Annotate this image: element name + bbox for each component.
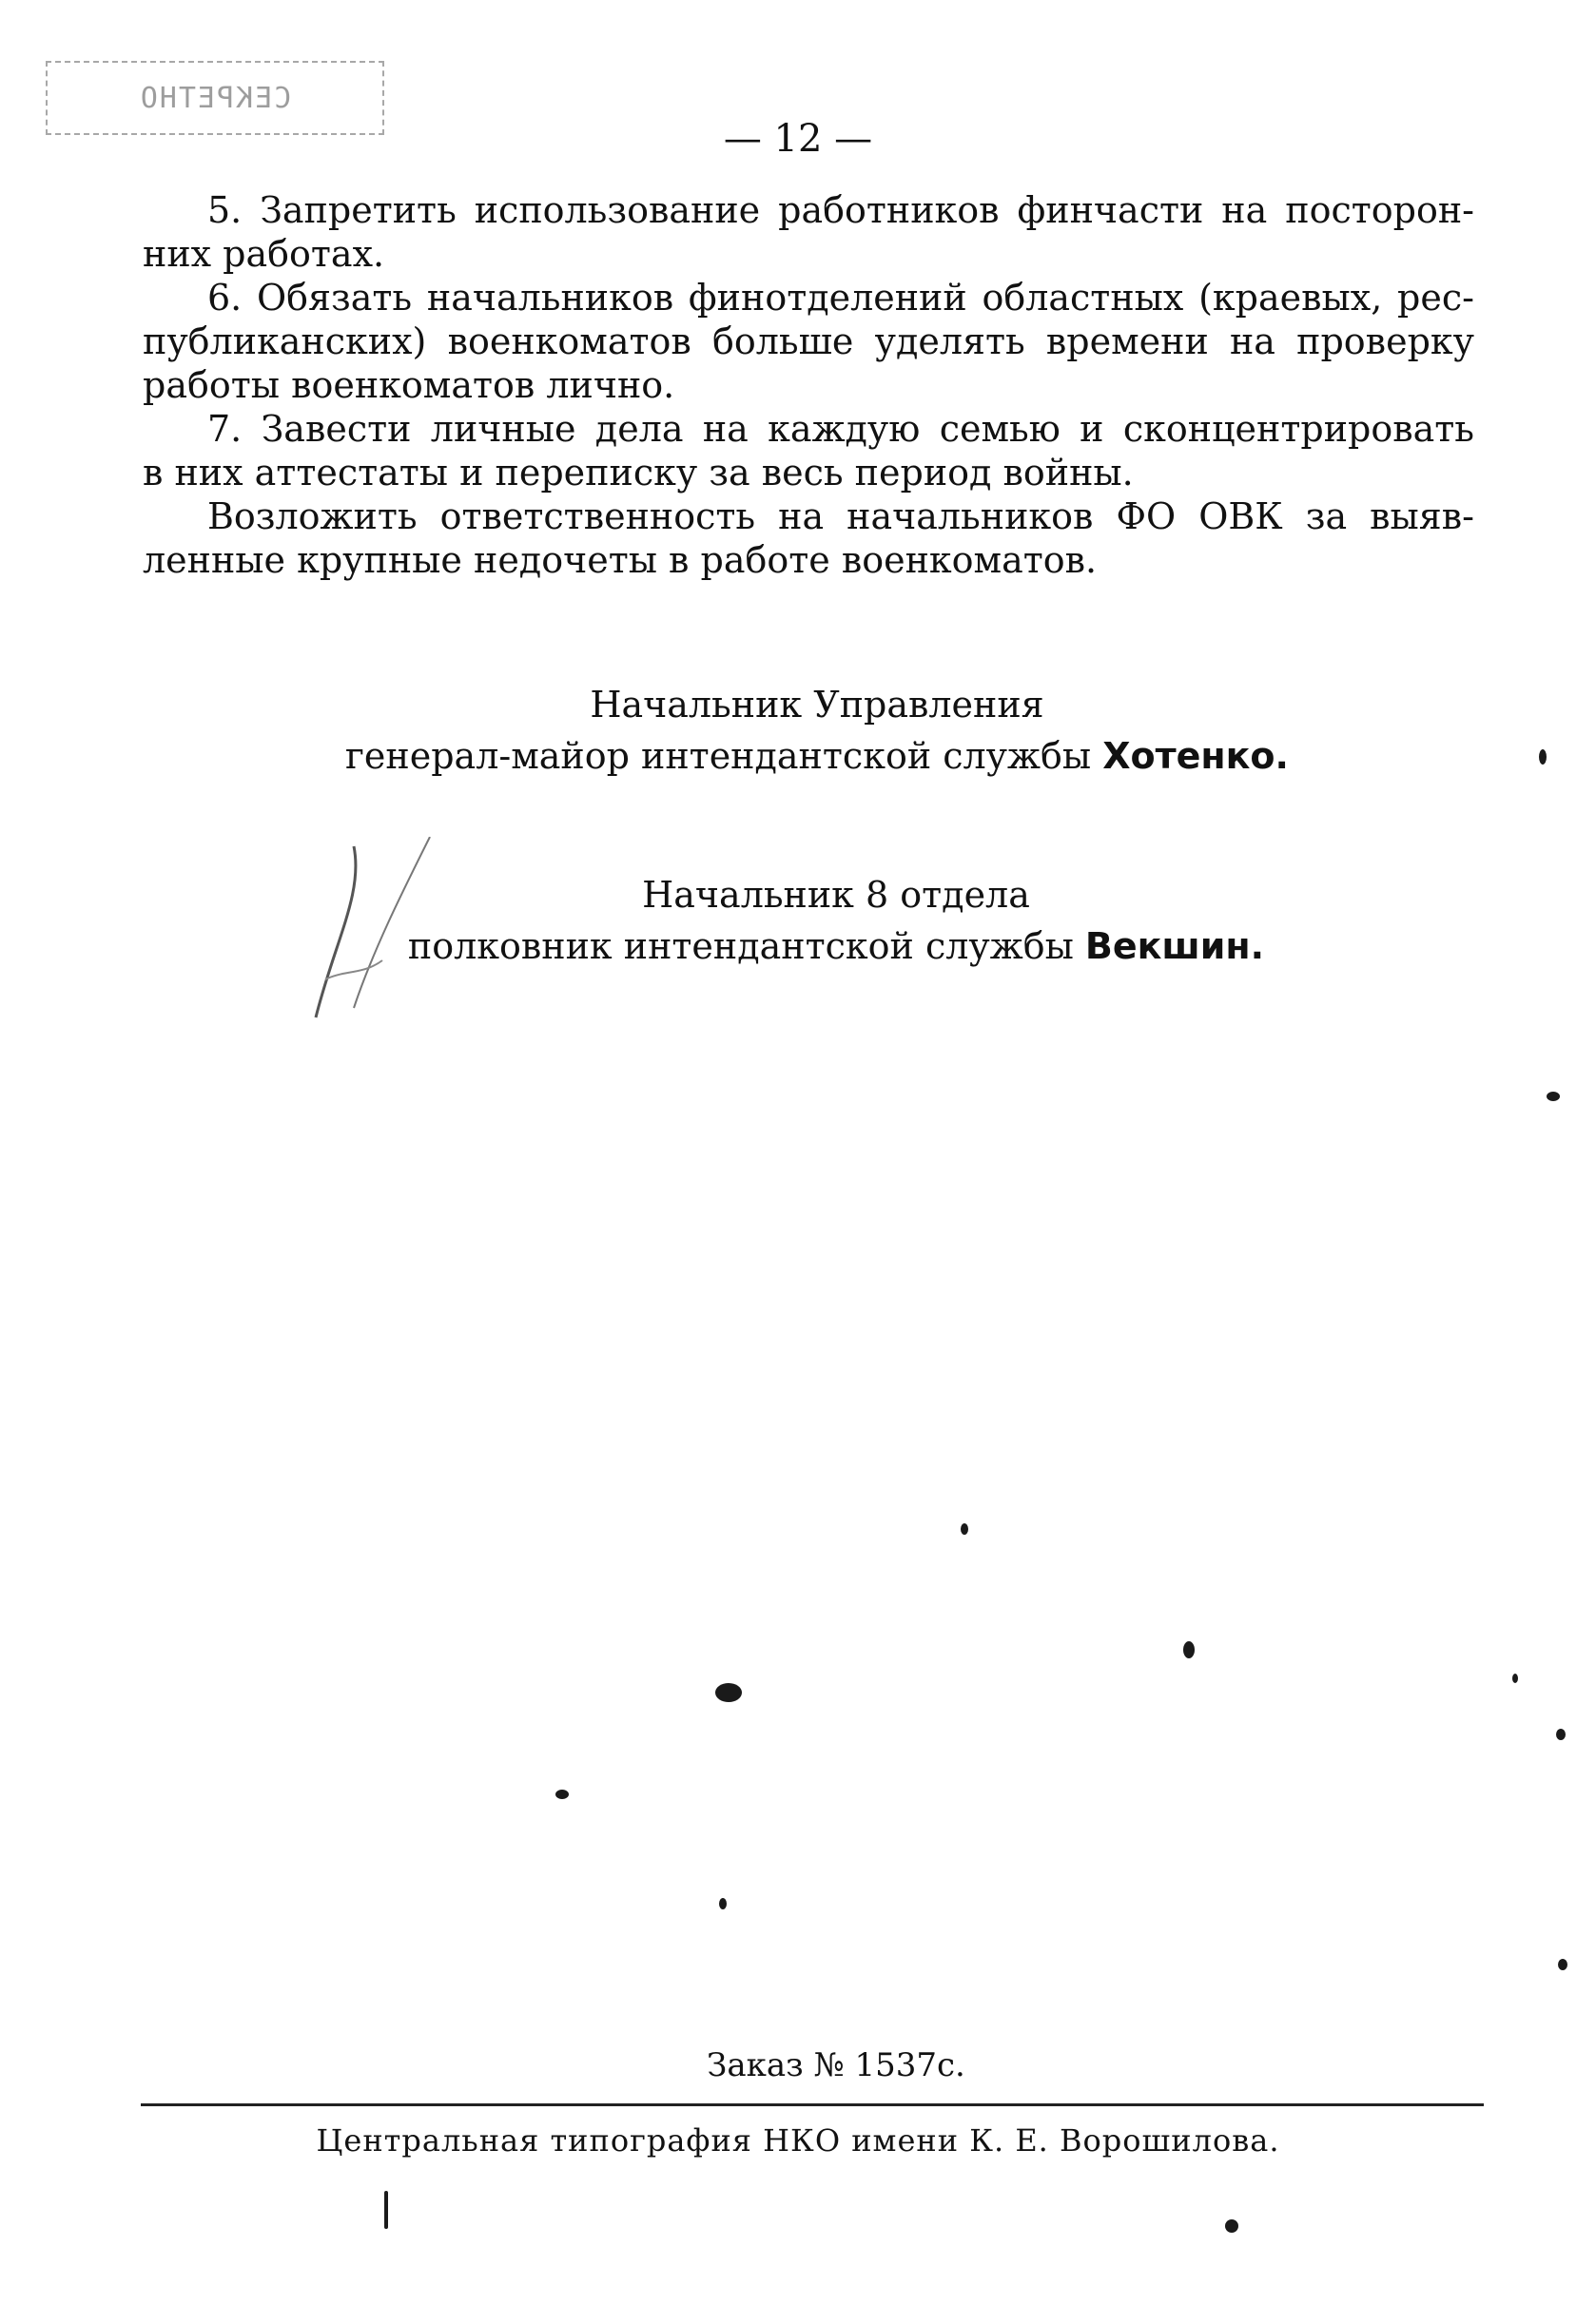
text-line: в них аттестаты и переписку за весь период войны. [143,452,1134,494]
signature-rank-line [0,730,1596,782]
scan-speck [715,1683,742,1702]
signature-title: Начальник Управления [590,684,1044,726]
paragraph-responsibility [143,494,1474,582]
signature-rank: генерал-майор интендантской службы [345,735,1092,777]
scan-speck [1558,1959,1567,1970]
signature-title: Начальник 8 отдела [642,874,1030,916]
text-line: ленные крупные недочеты в работе военкоматов. [143,539,1098,581]
paragraph-6 [143,276,1474,407]
signature-block-head [0,679,1596,782]
signature-rank: полковник интендантской службы [407,925,1074,967]
scan-speck [1556,1729,1566,1740]
text-line: них работах. [143,233,385,275]
footer-divider [141,2103,1484,2106]
order-number: Заказ № 1537с. [707,2046,965,2084]
stamp-secret: СЕКРЕТНО [46,61,384,135]
text-line: Возложить ответственность на начальников ФО ОВК за выяв- [207,495,1474,537]
scan-speck [719,1898,727,1909]
signature-name: Хотенко. [1102,735,1289,777]
signature-name: Векшин. [1084,925,1265,967]
body-text [143,188,1474,582]
scan-speck [1512,1674,1518,1683]
paragraph-5 [143,188,1474,276]
text-line: публиканских) военкоматов больше уделять времени на проверку [143,320,1474,362]
scan-speck [961,1523,968,1535]
scan-speck [1539,749,1547,765]
signature-rank-line [0,920,1596,972]
printer-imprint: Центральная типография НКО имени К. Е. Ворошилова. [316,2122,1280,2159]
text-line: работы военкоматов лично. [143,364,675,406]
text-line: 5. Запретить использование работников финчасти на посторон- [207,189,1474,231]
scan-speck [555,1790,569,1799]
scan-speck [384,2191,388,2229]
scan-speck [1183,1641,1195,1658]
scan-speck [1225,2219,1238,2233]
scan-speck [1547,1092,1560,1101]
text-line: 7. Завести личные дела на каждую семью и сконцентрировать [207,408,1474,450]
signature-block-department [0,869,1596,972]
paragraph-7 [143,407,1474,494]
page-number: — 12 — [723,117,873,161]
text-line: 6. Обязать начальников финотделений областных (краевых, рес- [207,277,1474,319]
